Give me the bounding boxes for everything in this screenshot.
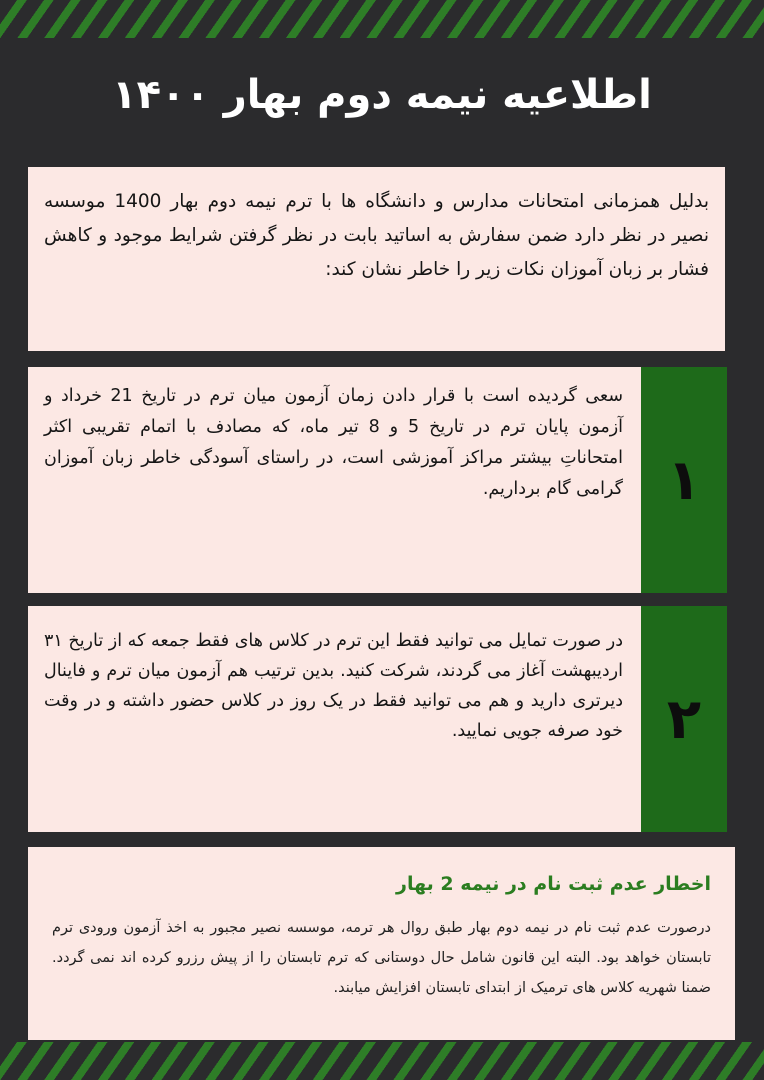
bottom-stripe-border [0,1042,764,1080]
intro-panel [28,167,725,351]
notice-item-2 [28,606,727,832]
intro-text: بدلیل همزمانی امتحانات مدارس و دانشگاه ها با ترم نیمه دوم بهار 1400 موسسه نصیر در نظر دارد ضمن سفارش به اساتید بابت در نظر گرفتن شرایط موجود و کاهش فشار بر زبان آموزان نکات زیر را خاطر نشان کند: [44,191,709,280]
warning-panel [28,847,735,1040]
item-text: سعی گردیده است با قرار دادن زمان آزمون میان ترم در تاریخ 21 خرداد و آزمون پایان ترم در تاریخ 5 و 8 تیر ماه، که مصادف با اتمام تقریبی اکثر امتحاناتِ بیشتر مراکز آموزشی است، در راستای آسودگی خاطر زبان آموزان گرامی گام برداریم. [44,386,624,499]
warning-heading: اخطار عدم ثبت نام در نیمه 2 بهار [396,873,711,895]
item-text: در صورت تمایل می توانید فقط این ترم در کلاس های فقط جمعه که از تاریخ ۳۱ اردیبهشت آغاز می گردند، شرکت کنید. بدین ترتیب هم آزمون میان ترم و فاینال دیرتری دارید و هم می توانید فقط در یک روز در کلاس حضور داشته و در وقت خود صرفه جویی نمایید. [44,631,623,741]
top-stripe-border [0,0,764,38]
notice-item-1 [28,367,727,593]
warning-text: درصورت عدم ثبت نام در نیمه دوم بهار طبق روال هر ترمه، موسسه نصیر مجبور به اخذ آزمون ورودی ترم تابستان خواهد بود. البته این قانون شامل حال دوستانی که ترم تابستان را از پیش رزرو کرده اند نمی گردد. ضمنا شهریه کلاس های ترمیک از ابتدای تابستان افزایش میابند. [52,920,711,996]
item-number-badge: ۲ [641,606,727,832]
page-title: اطلاعیه نیمه دوم بهار ۱۴۰۰ [112,72,652,118]
item-number-badge: ۱ [641,367,727,593]
